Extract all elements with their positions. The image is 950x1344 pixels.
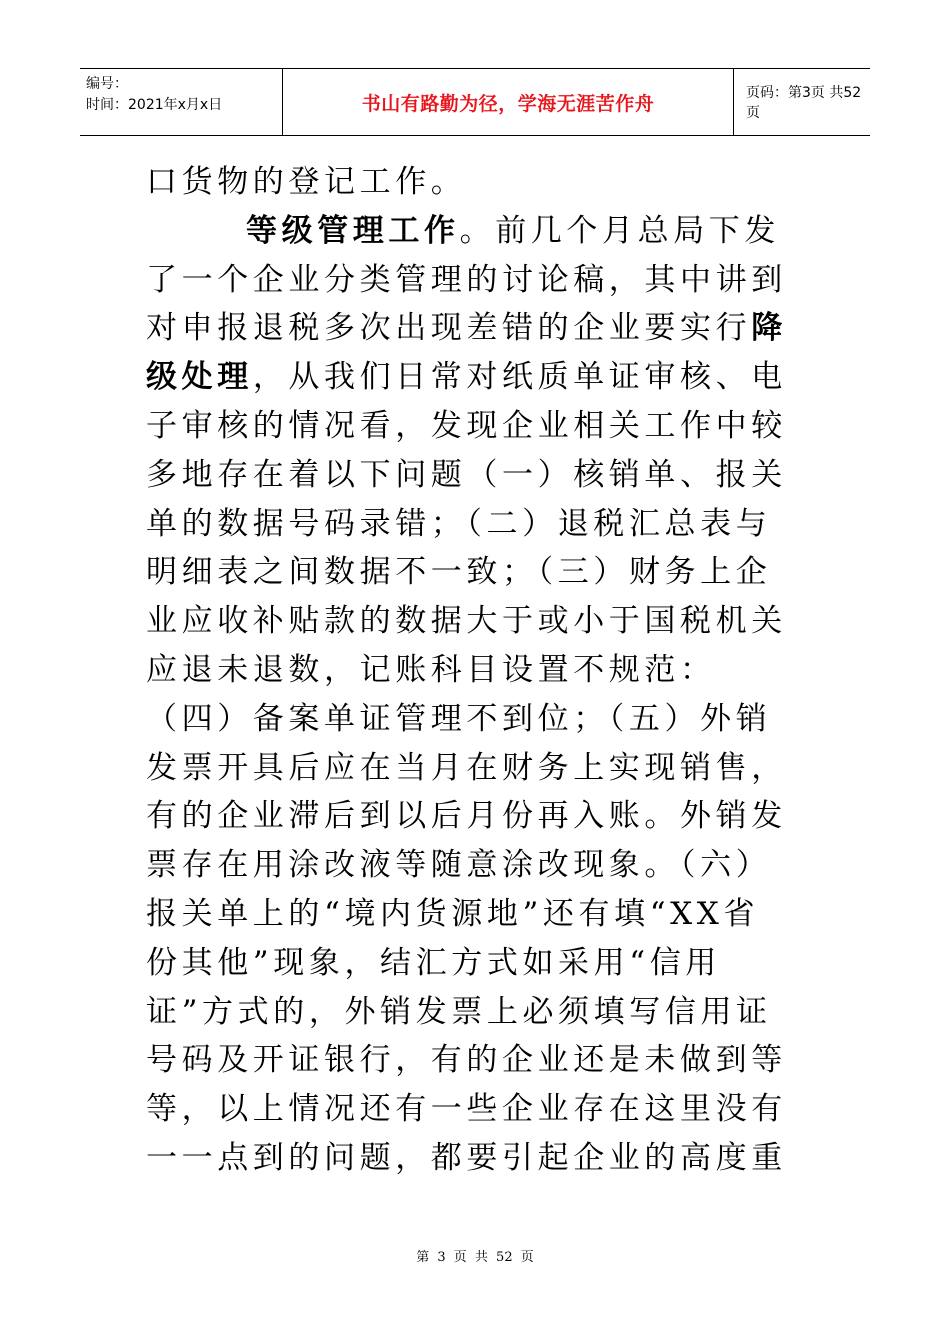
text-run: 份其他”现象，结汇方式如采用“信用 <box>146 944 721 981</box>
paragraph-line <box>146 304 806 353</box>
paragraph-line-text <box>146 1085 806 1134</box>
paragraph-line-text <box>146 548 806 597</box>
paragraph-line-text <box>146 890 806 939</box>
paragraph-line-text <box>146 695 806 744</box>
text-run: 等，以上情况还有一些企业存在这里没有 <box>146 1091 787 1128</box>
paragraph-line <box>146 939 806 988</box>
text-run: 业应收补贴款的数据大于或小于国税机关 <box>146 603 787 640</box>
text-run: 单的数据号码录错；（二）退税汇总表与 <box>146 505 772 542</box>
text-run: 一一点到的问题，都要引起企业的高度重 <box>146 1139 787 1176</box>
paragraph-line <box>146 646 806 695</box>
text-run: 发票开具后应在当月在财务上实现销售， <box>146 749 787 786</box>
bold-text: 等级管理工作 <box>246 212 460 249</box>
text-run: 。前几个月总局下发 <box>459 212 781 249</box>
paragraph-line <box>146 597 806 646</box>
paragraph-line-text <box>146 402 806 451</box>
paragraph-line <box>146 158 806 207</box>
paragraph-line <box>146 890 806 939</box>
paragraph-line <box>146 695 806 744</box>
text-run: 多地存在着以下问题（一）核销单、报关 <box>146 456 787 493</box>
document-number-label: 编号： <box>86 76 128 92</box>
text-run: 号码及开证银行，有的企业还是未做到等 <box>146 1042 787 1079</box>
text-run: 应退未退数，记账科目设置不规范： <box>146 651 716 688</box>
paragraph-line-text <box>146 500 806 549</box>
paragraph-line-text <box>146 939 806 988</box>
paragraph-line-text <box>246 207 806 256</box>
bold-text: 级处理 <box>146 359 253 396</box>
paragraph-line-text <box>146 1134 806 1183</box>
paragraph-line <box>146 744 806 793</box>
text-run: ，从我们日常对纸质单证审核、电 <box>252 359 787 396</box>
paragraph-line-text <box>146 841 806 890</box>
paragraph-line-text <box>146 256 806 305</box>
text-run: 票存在用涂改液等随意涂改现象。（六） <box>146 847 772 884</box>
paragraph-line-text <box>146 988 806 1037</box>
paragraph-line <box>146 256 806 305</box>
paragraph-line <box>146 207 806 256</box>
paragraph-line-text <box>146 792 806 841</box>
paragraph-line-text <box>146 353 806 402</box>
paragraph-line <box>146 1134 806 1183</box>
document-date-label: 时间：2021年x月x日 <box>86 97 223 113</box>
paragraph-line-text <box>146 597 806 646</box>
paragraph-line-text <box>146 1036 806 1085</box>
text-run: 对申报退税多次出现差错的企业要实行 <box>146 310 752 347</box>
header-page-info: 页码：第3页 共52页 <box>746 85 862 121</box>
text-run: 明细表之间数据不一致；（三）财务上企 <box>146 554 772 591</box>
paragraph-line <box>146 792 806 841</box>
paragraph-line <box>146 353 806 402</box>
paragraph-line <box>146 451 806 500</box>
paragraph-line-text <box>146 451 806 500</box>
text-run: 了一个企业分类管理的讨论稿，其中讲到 <box>146 261 787 298</box>
document-body <box>146 158 806 1183</box>
header-motto: 书山有路勤为径，学海无涯苦作舟 <box>361 92 655 115</box>
paragraph-line <box>146 988 806 1037</box>
text-run: 报关单上的“境内货源地”还有填“XX省 <box>146 895 760 932</box>
paragraph-line-text <box>146 744 806 793</box>
text-run: 有的企业滞后到以后月份再入账。外销发 <box>146 798 787 835</box>
page-footer: 第 3 页 共 52 页 <box>416 1250 534 1265</box>
paragraph-line <box>146 548 806 597</box>
text-run: （四）备案单证管理不到位；（五）外销 <box>146 700 772 737</box>
header-meta-cell <box>80 69 282 135</box>
paragraph-line-text <box>146 646 806 695</box>
paragraph-line <box>146 1036 806 1085</box>
header-table <box>80 68 870 136</box>
header-page-cell <box>734 69 870 135</box>
paragraph-line <box>146 841 806 890</box>
paragraph-line <box>146 402 806 451</box>
text-run: 子审核的情况看，发现企业相关工作中较 <box>146 407 787 444</box>
text-run: 证”方式的，外销发票上必须填写信用证 <box>146 993 772 1030</box>
bold-text: 降 <box>751 310 787 347</box>
paragraph-line-text <box>146 304 806 353</box>
paragraph-line-text <box>146 158 806 207</box>
paragraph-line <box>146 1085 806 1134</box>
text-run: 口货物的登记工作。 <box>146 164 467 200</box>
paragraph-line <box>146 500 806 549</box>
header-motto-cell <box>282 69 734 135</box>
